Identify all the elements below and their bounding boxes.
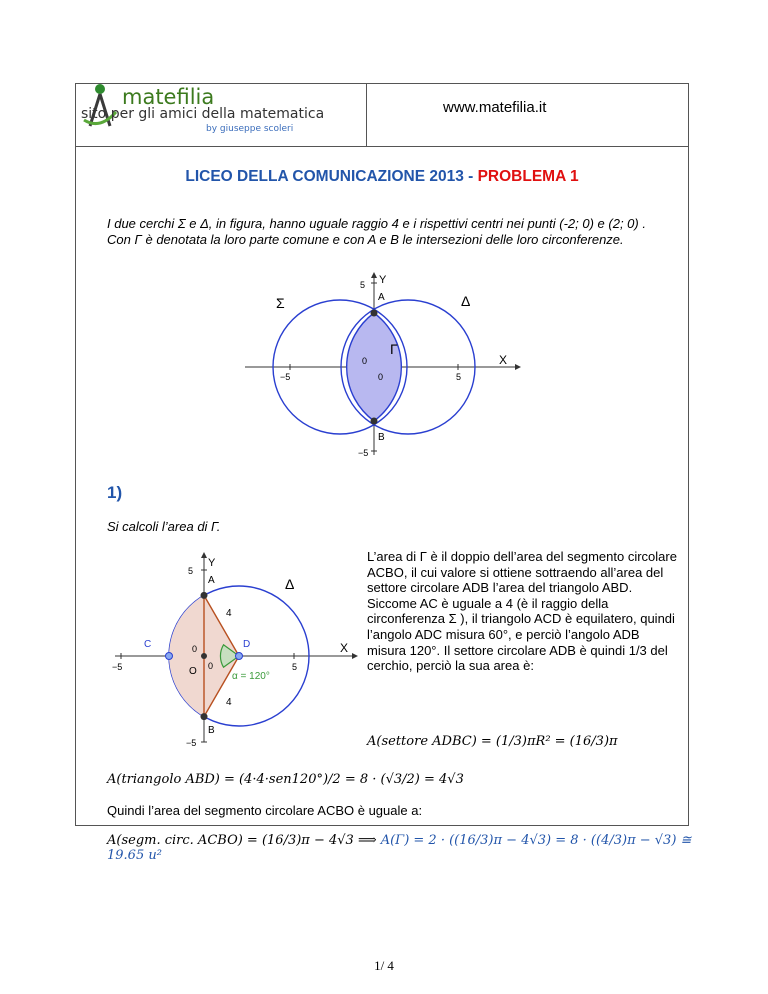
fig2-alpha: α = 120° bbox=[232, 671, 270, 682]
fig1-x-label: X bbox=[499, 353, 508, 367]
formula-sector: A(settore ADBC) = (1/3)πR² = (16/3)π bbox=[367, 734, 618, 749]
page-number: 1/ 4 bbox=[374, 958, 394, 973]
page-title bbox=[75, 168, 689, 186]
fig1-tick-ym5: −5 bbox=[358, 448, 369, 458]
section-heading: 1) bbox=[107, 483, 123, 502]
fig2-delta: Δ bbox=[285, 576, 295, 592]
formula-segment: A(segm. circ. ACBO) = (16/3)π − 4√3 ⟹ bbox=[107, 833, 381, 848]
fig1-b-label: B bbox=[378, 432, 385, 443]
fig2-tick-ym5: −5 bbox=[186, 738, 197, 748]
fig2-tick-x5: 5 bbox=[292, 662, 298, 672]
fig2-b-label: B bbox=[208, 725, 215, 736]
fig1-sigma: Σ bbox=[276, 295, 285, 311]
fig2-tick-xm5: −5 bbox=[112, 662, 123, 672]
fig1-tick-xm5: −5 bbox=[280, 372, 291, 382]
fig1-delta: Δ bbox=[461, 293, 471, 309]
title-main: LICEO DELLA COMUNICAZIONE 2013 - bbox=[185, 168, 478, 185]
fig1-y-label: Y bbox=[379, 274, 387, 286]
fig2-y-label: Y bbox=[208, 557, 216, 569]
figure-sector bbox=[110, 552, 370, 748]
fig2-side-top: 4 bbox=[226, 608, 232, 619]
title-problem: PROBLEMA 1 bbox=[477, 168, 579, 185]
formula-segment-line bbox=[107, 833, 707, 863]
fig1-tick-y5: 5 bbox=[360, 280, 366, 290]
fig1-gamma: Γ bbox=[390, 341, 398, 357]
logo-author: by giuseppe scoleri bbox=[206, 124, 294, 134]
logo-name: matefilia bbox=[122, 85, 215, 109]
quindi-text: Quindi l’area del segmento circolare ACBO è uguale a: bbox=[107, 803, 423, 818]
fig2-a-label: A bbox=[208, 575, 215, 586]
logo-subtitle: sito per gli amici della matematica bbox=[81, 106, 325, 122]
intro-text: I due cerchi Σ e Δ, in figura, hanno uguale raggio 4 e i rispettivi centri nei punti (-2; 0) e (2; 0) . Con Γ è denotata la loro parte comune e con A e B le intersezioni delle loro circonferenze. bbox=[107, 216, 646, 247]
question-text: Si calcoli l’area di Γ. bbox=[107, 519, 221, 534]
figure-circles bbox=[240, 270, 530, 460]
fig2-d-label: D bbox=[243, 639, 251, 650]
formula-triangle: A(triangolo ABD) = (4·4·sen120°)/2 = 8 · (√3/2) = 4√3 bbox=[107, 772, 464, 787]
fig1-tick-0b: 0 bbox=[378, 372, 384, 382]
formula-gamma: A(Γ) = 2 · ((16/3)π − 4√3) = 8 · ((4/3)π − √3) ≅ 19.65 u² bbox=[107, 833, 692, 863]
fig2-side-bottom: 4 bbox=[226, 697, 232, 708]
header-divider-vertical bbox=[366, 83, 367, 146]
fig2-c-label: C bbox=[144, 639, 152, 650]
fig2-x-label: X bbox=[340, 641, 349, 655]
explanation-text: L’area di Γ è il doppio dell’area del segmento circolare ACBO, il cui valore si ottiene sottraendo all’area del settore circolare ADB l’area del triangolo ABD. Siccome AC è uguale a 4 (è il raggio della circonferenza Σ ), il triangolo ACD è equilatero, quindi l’angolo ADC misura 60°, e perciò l’angolo ADB misura 120°. Il settore circolare ADB è quindi 1/3 del cerchio, perciò la sua area è: bbox=[367, 549, 677, 674]
fig2-o-label: O bbox=[189, 666, 197, 677]
fig1-tick-0a: 0 bbox=[362, 356, 368, 366]
fig1-tick-x5: 5 bbox=[456, 372, 462, 382]
fig1-a-label: A bbox=[378, 292, 385, 303]
header-divider-horizontal bbox=[75, 146, 689, 147]
fig2-tick-0a: 0 bbox=[192, 644, 198, 654]
fig2-tick-0b: 0 bbox=[208, 661, 214, 671]
site-url[interactable]: www.matefilia.it bbox=[443, 99, 547, 116]
fig2-tick-y5: 5 bbox=[188, 566, 194, 576]
